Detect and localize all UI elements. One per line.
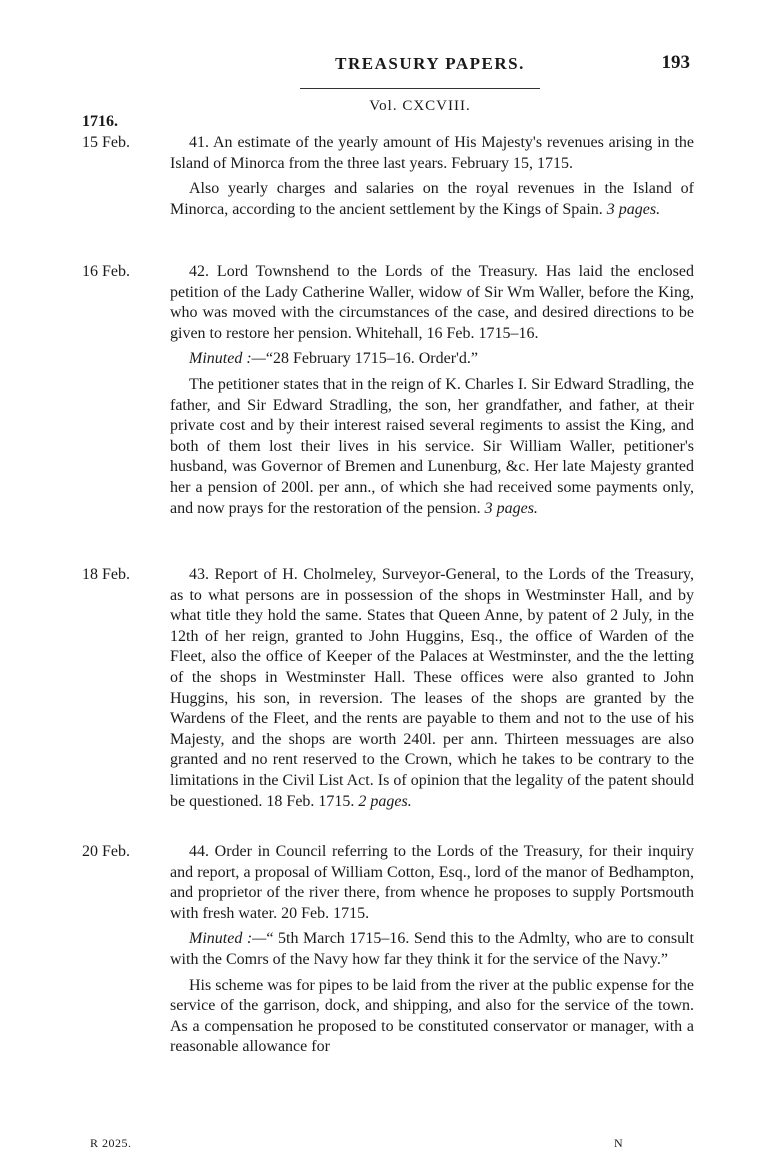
entry-date: 18 Feb. (82, 566, 130, 583)
running-title: TREASURY PAPERS. (335, 54, 525, 73)
page-count: 3 pages. (606, 200, 661, 218)
entry-paragraph: Also yearly charges and salaries on the royal revenues in the Island of Minorca, according to the ancient settlement by the Kings of Spain. 3 pages. (170, 180, 694, 218)
year-heading: 1716. (82, 113, 118, 130)
entry-41 (82, 133, 694, 225)
minute-label: Minuted :— (189, 930, 267, 948)
signature-mark: N (614, 1136, 623, 1150)
entry-paragraph: The petitioner states that in the reign of K. Charles I. Sir Edward Stradling, the father, and Sir Edward Stradling, the son, her grandfather, and father, at their private cost and by their interest raised several regiments to assist the King, and both of them lost their lives in his service. Sir William Waller, petitioner's husband, was Governor of Bremen and Lunenburg, &c. Her late Majesty granted her a pension of 200l. per ann., of which she had received some payments only, and now prays for the restoration of the pension. 3 pages. (170, 375, 694, 517)
printer-signature: R 2025. (90, 1136, 132, 1150)
volume-heading: Vol. CXCVIII. (369, 98, 471, 114)
entry-43 (82, 565, 694, 817)
entry-body (170, 133, 694, 220)
page-count: 3 pages. (484, 499, 538, 517)
minute-paragraph: Minuted :—“28 February 1715–16. Order'd.” (189, 350, 479, 368)
entry-paragraph: 41. An estimate of the yearly amount of His Majesty's revenues arising in the Island of Minorca from the three last years. February 15, 1715. (170, 134, 694, 172)
page-number: 193 (661, 52, 690, 73)
entry-body (170, 842, 694, 1058)
entry-paragraph: 44. Order in Council referring to the Lords of the Treasury, for their inquiry and report, a proposal of William Cotton, Esq., lord of the manor of Bedhampton, and proprietor of the river there, from whence he proposes to supply Portsmouth with fresh water. 20 Feb. 1715. (170, 843, 694, 922)
header-rule (300, 88, 540, 89)
entry-date: 20 Feb. (82, 843, 130, 860)
entry-paragraph: 42. Lord Townshend to the Lords of the Treasury. Has laid the enclosed petition of the Lady Catherine Waller, widow of Sir Wm Waller, before the King, who was moved with the circumstances of the case, and desired directions to be given to restore her pension. Whitehall, 16 Feb. 1715–16. (170, 263, 694, 342)
minute-label: Minuted :— (189, 350, 266, 368)
entry-date: 15 Feb. (82, 134, 130, 151)
page-count: 2 pages. (358, 792, 412, 810)
entry-paragraph: His scheme was for pipes to be laid from the river at the public expense for the service of the garrison, dock, and shipping, and also for the service of the town. As a compensation he proposed to be constituted conservator or manager, with a reasonable allowance for (170, 976, 694, 1056)
entry-body (170, 262, 694, 519)
entry-42 (82, 262, 694, 524)
entry-44 (82, 842, 694, 1063)
entry-date: 16 Feb. (82, 263, 130, 280)
entry-body (170, 565, 694, 812)
minute-paragraph: Minuted :—“ 5th March 1715–16. Send this to the Admlty, who are to consult with the Comrs of the Navy how far they think it for the service of the Navy.” (170, 930, 695, 968)
entry-paragraph: 43. Report of H. Cholmeley, Surveyor-General, to the Lords of the Treasury, as to what persons are in possession of the shops in Westminster Hall, and by what title they hold the same. States that Queen Anne, by patent of 2 July, in the 12th of her reign, granted to John Huggins, Esq., the office of Warden of the Fleet, also the office of Keeper of the Palaces at Westminster, and the the letting of the shops in Westminster Hall. These offices were also granted to John Huggins, his son, in reversion. The leases of the shops are granted by the Wardens of the Fleet, and the rents are payable to them and not to the use of his Majesty, and the shops are worth 240l. per ann. Thirteen messuages are also granted and no rent reserved to the Crown, which he takes to be contrary to the limitations in the Civil List Act. Is of opinion that the legality of the patent should be questioned. 18 Feb. 1715. 2 pages. (170, 566, 694, 810)
